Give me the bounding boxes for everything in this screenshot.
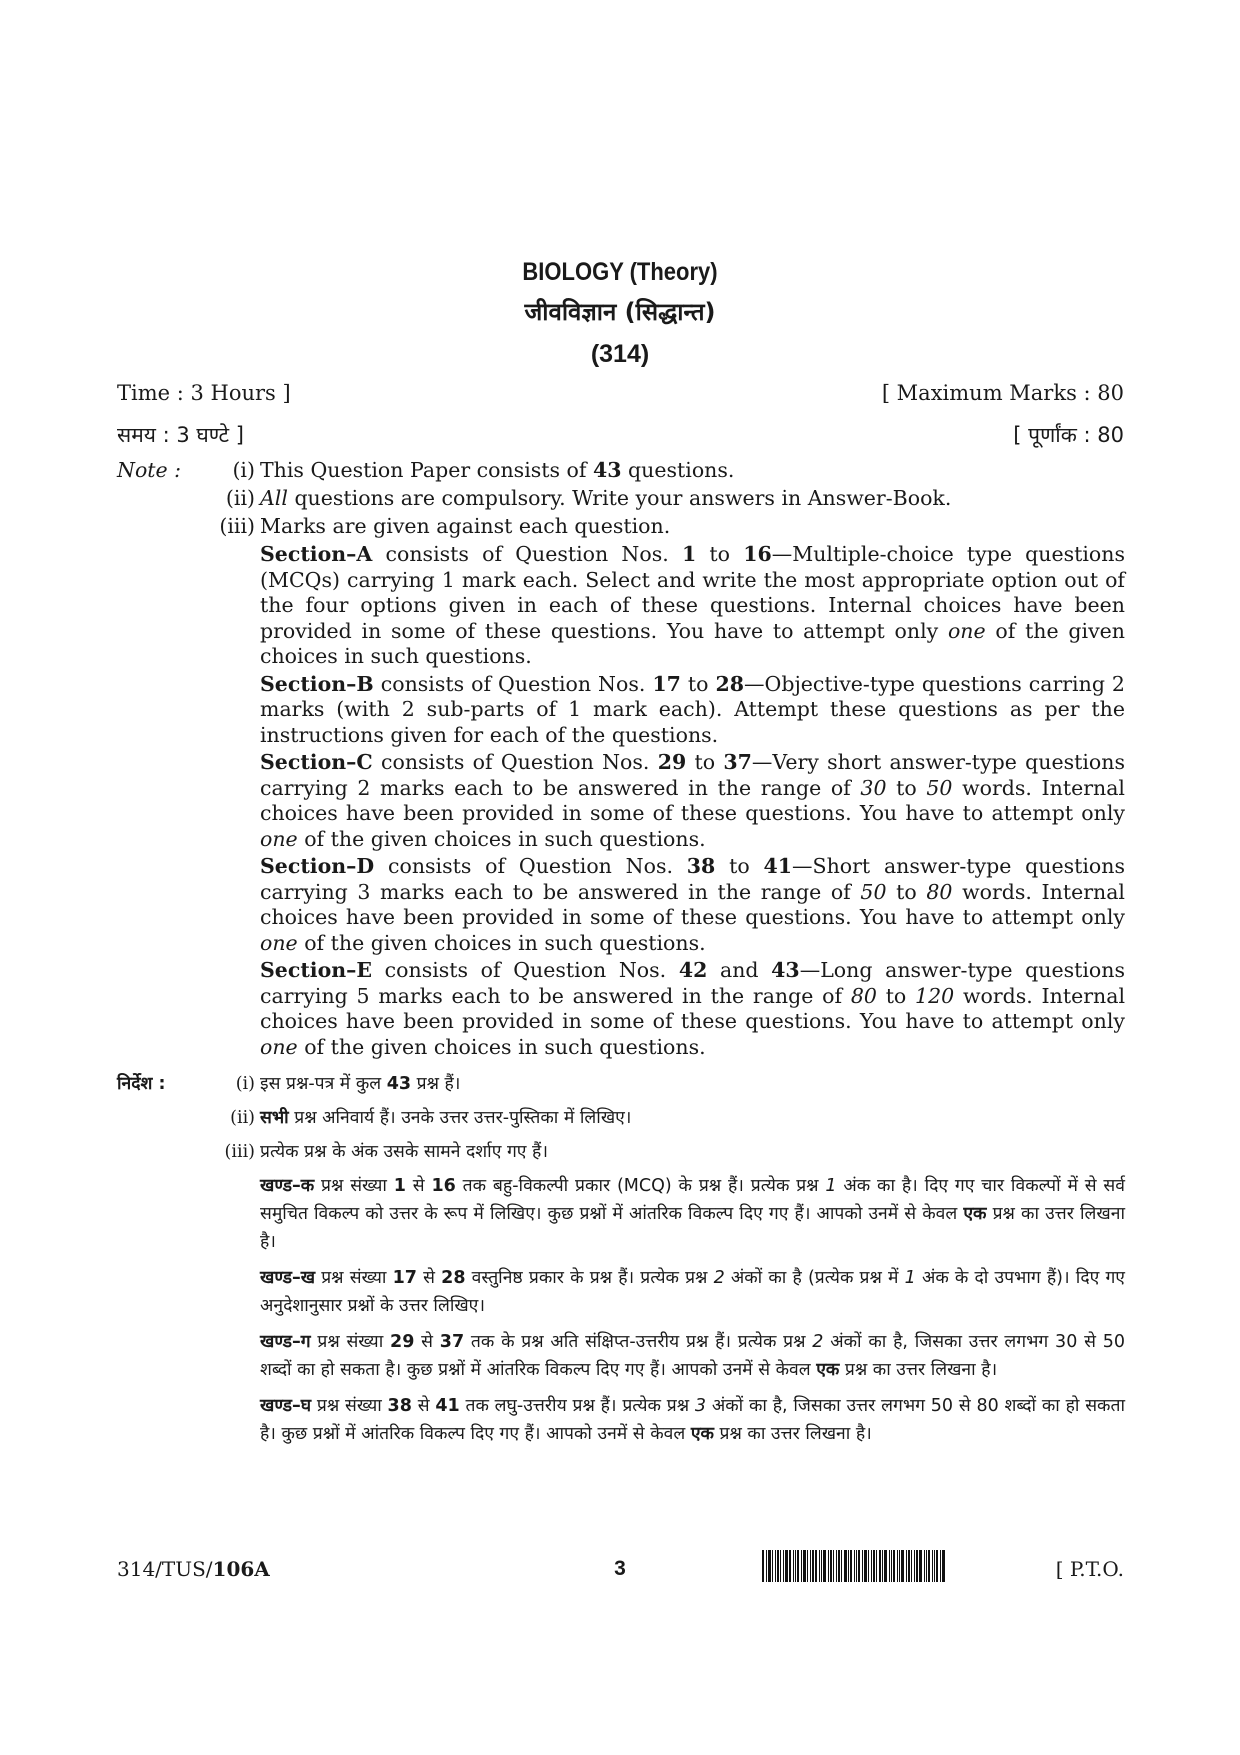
- note-label: Note :: [117, 458, 182, 482]
- section-d-instructions: Section–D consists of Question Nos. 38 to 41—Short answer-type questions carrying 3 marks each to be answered in the range of 50 to 80 words. Internal choices have been provided in some of these questions. You have to attempt only one of the given choices in such questions.: [260, 854, 1126, 955]
- section-c-instructions: Section–C consists of Question Nos. 29 to 37—Very short answer-type questions carrying 2 marks each to be answered in the range of 30 to 50 words. Internal choices have been provided in some of these questions. You have to attempt only one of the given choices in such questions.: [260, 750, 1125, 851]
- section-ka-instructions: खण्ड–क प्रश्न संख्या 1 से 16 तक बहु-विकल्पी प्रकार (MCQ) के प्रश्न हैं। प्रत्येक प्रश्न 1 अंक का है। दिए गए चार विकल्पों में से सर्व समुचित विकल्प को उत्तर के रूप में लिखिए। कुछ प्रश्नों में आंतरिक विकल्प दिए गए हैं। आपको उनमें से केवल एक प्रश्न का उत्तर लिखना है।: [260, 1176, 1125, 1252]
- instructions-english: [117, 458, 1125, 1062]
- note-number: (iii): [219, 514, 255, 538]
- section-ga-instructions: खण्ड–ग प्रश्न संख्या 29 से 37 तक के प्रश्न अति संक्षिप्त-उत्तरीय प्रश्न हैं। प्रत्येक प्रश्न 2 अंकों का है, जिसका उत्तर लगभग 30 से 50 शब्दों का हो सकता है। कुछ प्रश्नों में आंतरिक विकल्प दिए गए हैं। आपको उनमें से केवल एक प्रश्न का उत्तर लिखना है।: [260, 1332, 1125, 1380]
- note-item: [117, 458, 1125, 486]
- note-label: निर्देश :: [117, 1074, 166, 1094]
- subject-title-english: BIOLOGY (Theory): [522, 258, 718, 286]
- instructions-hindi: [117, 1070, 1125, 1456]
- page-number: 3: [614, 1557, 626, 1580]
- note-number: (i): [232, 458, 255, 482]
- note-text: प्रत्येक प्रश्न के अंक उसके सामने दर्शाए गए हैं।: [260, 1142, 548, 1162]
- note-item: [117, 1104, 1125, 1138]
- note-text: This Question Paper consists of 43 questions.: [260, 458, 735, 482]
- note-item: [117, 514, 1125, 542]
- section-b-instructions: Section–B consists of Question Nos. 17 to 28—Objective-type questions carring 2 marks (with 2 sub-parts of 1 mark each). Attempt these questions as per the instructions given for each of the questions.: [260, 671, 1125, 747]
- note-item: [117, 1070, 1125, 1104]
- note-number: (iii): [224, 1142, 255, 1162]
- section-kha-instructions: खण्ड–ख प्रश्न संख्या 17 से 28 वस्तुनिष्ठ प्रकार के प्रश्न हैं। प्रत्येक प्रश्न 2 अंकों का है (प्रत्येक प्रश्न में 1 अंक के दो उपभाग हैं)। दिए गए अनुदेशानुसार प्रश्नों के उत्तर लिखिए।: [260, 1268, 1125, 1316]
- pto-label: [ P.T.O.: [1055, 1557, 1124, 1581]
- note-text: Marks are given against each question.: [260, 514, 671, 538]
- note-item: [117, 1138, 1125, 1172]
- note-item: [117, 486, 1125, 514]
- subject-title-hindi: जीवविज्ञान (सिद्धान्त): [524, 298, 716, 326]
- max-marks-english: [ Maximum Marks : 80: [881, 381, 1124, 405]
- note-text: All questions are compulsory. Write your answers in Answer-Book.: [260, 486, 952, 510]
- note-text: सभी प्रश्न अनिवार्य हैं। उनके उत्तर उत्तर-पुस्तिका में लिखिए।: [260, 1108, 632, 1128]
- time-english: Time : 3 Hours ]: [117, 381, 291, 405]
- time-hindi: समय : 3 घण्टे ]: [117, 423, 245, 447]
- max-marks-hindi: [ पूर्णांक : 80: [1013, 423, 1124, 447]
- title-block: [0, 256, 1240, 374]
- section-a-instructions: Section–A consists of Question Nos. 1 to 16—Multiple-choice type questions (MCQs) carrying 1 mark each. Select and write the most appropriate option out of the four options given in each of these questions. Internal choices have been provided in some of these questions. You have to attempt only one of the given choices in such questions.: [260, 542, 1125, 668]
- note-number: (ii): [230, 1108, 255, 1128]
- paper-code: 314/TUS/106A: [117, 1557, 270, 1581]
- subject-code: (314): [590, 340, 650, 368]
- note-number: (ii): [225, 486, 255, 510]
- note-text: इस प्रश्न-पत्र में कुल 43 प्रश्न हैं।: [260, 1074, 461, 1094]
- section-e-instructions: Section–E consists of Question Nos. 42 and 43—Long answer-type questions carrying 5 marks each to be answered in the range of 80 to 120 words. Internal choices have been provided in some of these questions. You have to attempt only one of the given choices in such questions.: [260, 958, 1126, 1059]
- section-gha-instructions: खण्ड–घ प्रश्न संख्या 38 से 41 तक लघु-उत्तरीय प्रश्न हैं। प्रत्येक प्रश्न 3 अंकों का है, जिसका उत्तर लगभग 50 से 80 शब्दों का हो सकता है। कुछ प्रश्नों में आंतरिक विकल्प दिए गए हैं। आपको उनमें से केवल एक प्रश्न का उत्तर लिखना है।: [260, 1396, 1125, 1444]
- note-number: (i): [235, 1074, 255, 1094]
- barcode-icon: [762, 1550, 1020, 1582]
